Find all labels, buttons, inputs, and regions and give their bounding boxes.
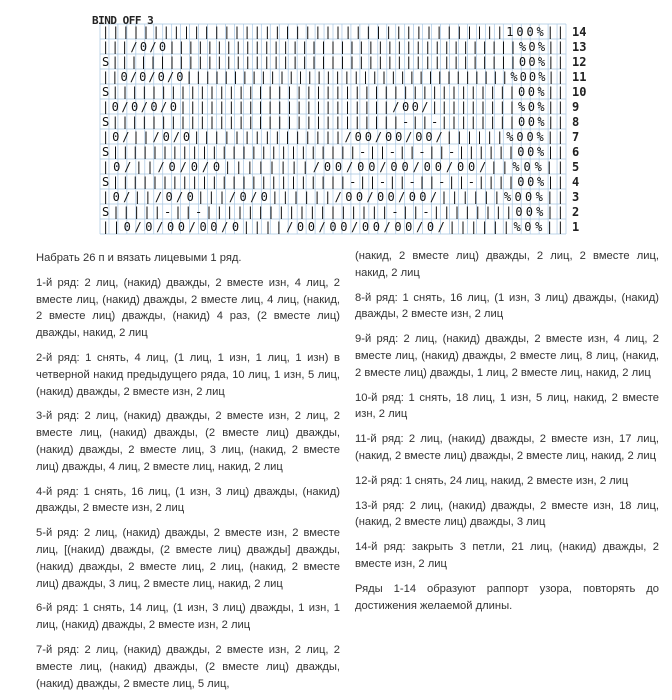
chart-row-symbols: S||||||||||||||||||||||||||||||-||-||||||||00%|| [102, 115, 564, 129]
chart-row-symbols: |0/0/0/0||||||||||||||||||||||/00/|||||||||%0%|| [102, 100, 564, 114]
chart-row-symbols: S||||||||||||||||||||||||||||||||||||||||||00%|| [102, 85, 564, 99]
row-number: 4 [572, 175, 580, 189]
instruction-paragraph: 1-й ряд: 2 лиц, (накид) дважды, 2 вместе изн, 4 лиц, 2 вместе лиц, (накид) дважды, 2 вместе лиц, 4 лиц, (накид, 2 вместе лиц) дважды, (накид) 4 раз, (2 вместе лиц) дважды, накид, 2 лиц [36, 276, 340, 340]
chart-row-symbols: |0/||/0/0|||||||||||||||/00/00/00/||||||%00%|| [102, 130, 564, 144]
instruction-paragraph: 11-й ряд: 2 лиц, (накид) дважды, 2 вместе изн, 17 лиц, (накид, 2 вместе лиц) дважды, 2 вместе лиц, накид, 2 лиц [355, 433, 659, 462]
row-number: 5 [572, 160, 580, 174]
row-number: 12 [572, 55, 587, 69]
row-number: 13 [572, 40, 587, 54]
chart-row-symbols: ||0/0/00/00/0||||/00/00/00/00/0/||||||%0%|| [102, 220, 564, 234]
chart-row-symbols: S|||||-||-||||||||||||||||||-||-||||||||00%|| [102, 205, 564, 219]
instruction-paragraph: 5-й ряд: 2 лиц, (накид) дважды, 2 вместе изн, 2 вместе лиц, [(накид) дважды, (2 вместе лиц) дважды] дважды, (накид) дважды, 2 вместе лиц, 2 лиц, (накид, 2 вместе лиц) дважды, 3 лиц, 2 вместе лиц, накид, 2 лиц [36, 527, 340, 590]
instruction-paragraph: 6-й ряд: 1 снять, 14 лиц, (1 изн, 3 лиц) дважды, 1 изн, 1 лиц, (накид) дважды, 2 вместе изн, 2 лиц [36, 602, 340, 632]
instruction-paragraph: 2-й ряд: 1 снять, 4 лиц, (1 лиц, 1 изн, 1 лиц, 1 изн) в четверной накид предыдущего ряда, 10 лиц, 1 изн, 5 лиц, (накид) дважды, 2 вместе изн, 2 лиц [36, 351, 340, 398]
instruction-paragraph: 10-й ряд: 1 снять, 18 лиц, 1 изн, 5 лиц, накид, 2 вместе изн, 2 лиц [355, 391, 659, 421]
chart-row-symbols: |0/||/0/0|||/0/0||||||/00/00/00/||||||%00%|| [102, 190, 564, 204]
chart-row-symbols: ||||||||||||||||||||||||||||||||||||||||100%|| [102, 25, 564, 39]
row-number: 6 [572, 145, 580, 159]
instruction-paragraph: Ряды 1-14 образуют раппорт узора, повторять до достижения желаемой длины. [355, 582, 659, 612]
instruction-paragraph: 13-й ряд: 2 лиц, (накид) дважды, 2 вместе изн, 18 лиц, (накид, 2 вместе лиц) дважды, 3 лиц [355, 499, 659, 529]
instruction-paragraph: 4-й ряд: 1 снять, 16 лиц, (1 изн, 3 лиц) дважды, (накид) дважды, 2 вместе изн, 2 лиц [36, 485, 340, 515]
instruction-paragraph: 3-й ряд: 2 лиц, (накид) дважды, 2 вместе изн, 2 лиц, 2 вместе лиц, (накид) дважды, (2 вместе лиц) дважды, (накид) дважды, 2 вместе лиц, 3 лиц, (накид, 2 вместе лиц) дважды, 4 лиц, 2 вместе лиц, накид, 2 лиц [36, 410, 340, 473]
chart-row-symbols: |0/||/0/0/0||||||||/00/00/00/00/00/||%0%|| [102, 160, 564, 174]
instruction-paragraph: 12-й ряд: 1 снять, 24 лиц, накид, 2 вместе изн, 2 лиц [355, 474, 629, 487]
row-number: 8 [572, 115, 580, 129]
row-number: 1 [572, 220, 580, 234]
instruction-paragraph: 14-й ряд: закрыть 3 петли, 21 лиц, (накид) дважды, 2 вместе изн, 2 лиц [355, 541, 659, 570]
instruction-paragraph: Набрать 26 п и вязать лицевыми 1 ряд. [36, 252, 242, 264]
row-number: 11 [572, 70, 587, 84]
instructions-left-column [36, 250, 340, 700]
row-number: 10 [572, 85, 587, 99]
row-number: 2 [572, 205, 580, 219]
instruction-paragraph: 7-й ряд: 2 лиц, (накид) дважды, 2 вместе изн, 2 лиц, 2 вместе лиц, (накид) дважды, (2 вместе лиц) дважды, (накид) дважды, 2 вместе лиц, 5 лиц, [36, 643, 340, 690]
row-number: 14 [572, 25, 587, 39]
chart-row-symbols: ||0/0/0/0|||||||||||||||||||||||||||||||||||%00%|| [102, 70, 564, 84]
chart-row-symbols: S|||||||||||||||||||||||||-||-||-||-||||||00%|| [102, 145, 564, 159]
instruction-paragraph: 9-й ряд: 2 лиц, (накид) дважды, 2 вместе изн, 4 лиц, 2 вместе лиц, (накид) дважды, 2 вместе лиц, 8 лиц, (накид, 2 вместе лиц) дважды, 1 лиц, 2 вместе лиц, накид, 2 лиц [355, 333, 659, 379]
bind-off-label: BIND OFF 3 [92, 14, 154, 27]
chart-row-symbols: S|||||||||||||||||||||||||||||||||||||||||||00%|| [102, 55, 564, 69]
chart-row-symbols: |||/0/0|||||||||||||||||||||||||||||||||||||%0%|| [102, 40, 564, 54]
row-number: 3 [572, 190, 580, 204]
row-number: 7 [572, 130, 580, 144]
instruction-paragraph: 8-й ряд: 1 снять, 16 лиц, (1 изн, 3 лиц) дважды, (накид) дважды, 2 вместе изн, 2 лиц [355, 291, 659, 321]
chart-row-symbols: S||||||||||||||||||||||||-||-||-||-||-||||00%|| [102, 175, 564, 189]
instructions-right-column [355, 248, 659, 622]
row-number: 9 [572, 100, 580, 114]
knitting-chart [0, 0, 672, 244]
instruction-paragraph: (накид, 2 вместе лиц) дважды, 2 лиц, 2 вместе лиц, накид, 2 лиц [355, 250, 659, 279]
